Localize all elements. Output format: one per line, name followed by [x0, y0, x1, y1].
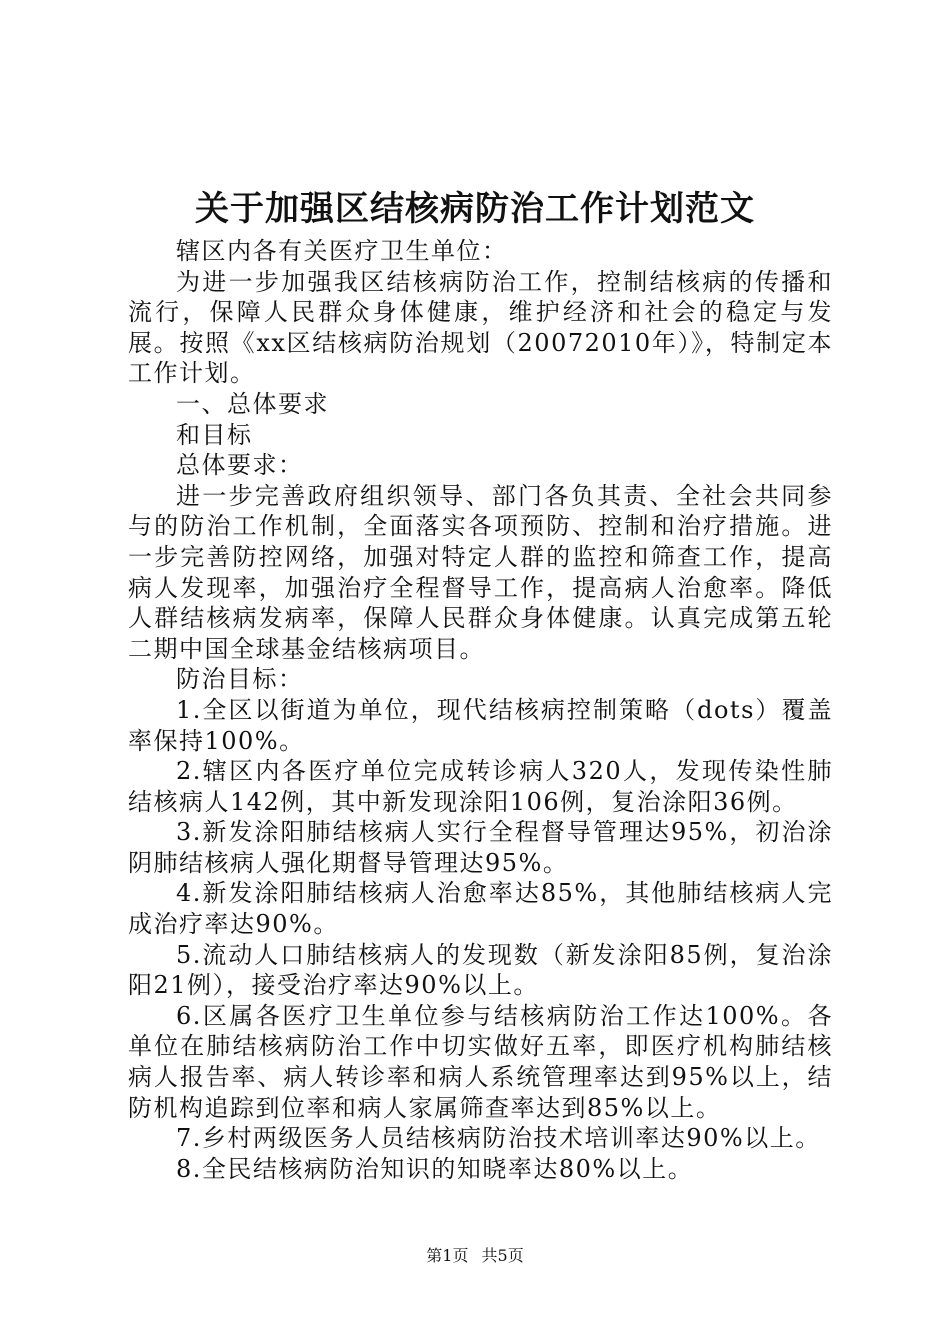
section-heading-continued: 和目标: [176, 420, 253, 449]
target-item-3: 3.新发涂阳肺结核病人实行全程督导管理达95%，初治涂阴肺结核病人强化期督导管理达95%。: [128, 818, 833, 877]
subheading-targets: 防治目标：: [176, 665, 304, 694]
target-item-7: 7.乡村两级医务人员结核病防治技术培训率达90%以上。: [176, 1124, 821, 1153]
target-item-6: 6.区属各医疗卫生单位参与结核病防治工作达100%。各单位在肺结核病防治工作中切实做好五率，即医疗机构肺结核病人报告率、病人转诊率和病人系统管理率达到95%以上，结防机构追踪到位率和病人家属筛查率达到85%以上。: [128, 1001, 833, 1122]
target-item-8: 8.全民结核病防治知识的知晓率达80%以上。: [176, 1154, 694, 1183]
page-footer: [0, 1244, 950, 1268]
document-title: 关于加强区结核病防治工作计划范文: [195, 189, 755, 229]
section-heading: 一、总体要求: [176, 389, 329, 418]
paragraph-salutation: 辖区内各有关医疗卫生单位：: [176, 237, 508, 265]
target-item-4: 4.新发涂阳肺结核病人治愈率达85%，其他肺结核病人完成治疗率达90%。: [128, 879, 833, 939]
target-item-5: 5.流动人口肺结核病人的发现数（新发涂阳85例，复治涂阳21例），接受治疗率达90%以上。: [128, 940, 833, 1000]
page-number: 第1页: [426, 1246, 469, 1265]
target-item-1: 1.全区以街道为单位，现代结核病控制策略（dots）覆盖率保持100%。: [128, 695, 833, 755]
paragraph-intro: 为进一步加强我区结核病防治工作，控制结核病的传播和流行，保障人民群众身体健康，维护经济和社会的稳定与发展。按照《xx区结核病防治规划（20072010年）》，特制定本工作计划。: [128, 267, 833, 388]
document-body: [128, 236, 833, 1184]
page-total: 共5页: [481, 1246, 524, 1265]
paragraph-general-requirements: 进一步完善政府组织领导、部门各负其责、全社会共同参与的防治工作机制，全面落实各项预防、控制和治疗措施。进一步完善防控网络，加强对特定人群的监控和筛查工作，提高病人发现率，加强治疗全程督导工作，提高病人治愈率。降低人群结核病发病率，保障人民群众身体健康。认真完成第五轮二期中国全球基金结核病项目。: [128, 481, 833, 663]
subheading-general-requirements: 总体要求：: [176, 451, 304, 480]
target-item-2: 2.辖区内各医疗单位完成转诊病人320人，发现传染性肺结核病人142例，其中新发现涂阳106例，复治涂阳36例。: [128, 757, 833, 816]
